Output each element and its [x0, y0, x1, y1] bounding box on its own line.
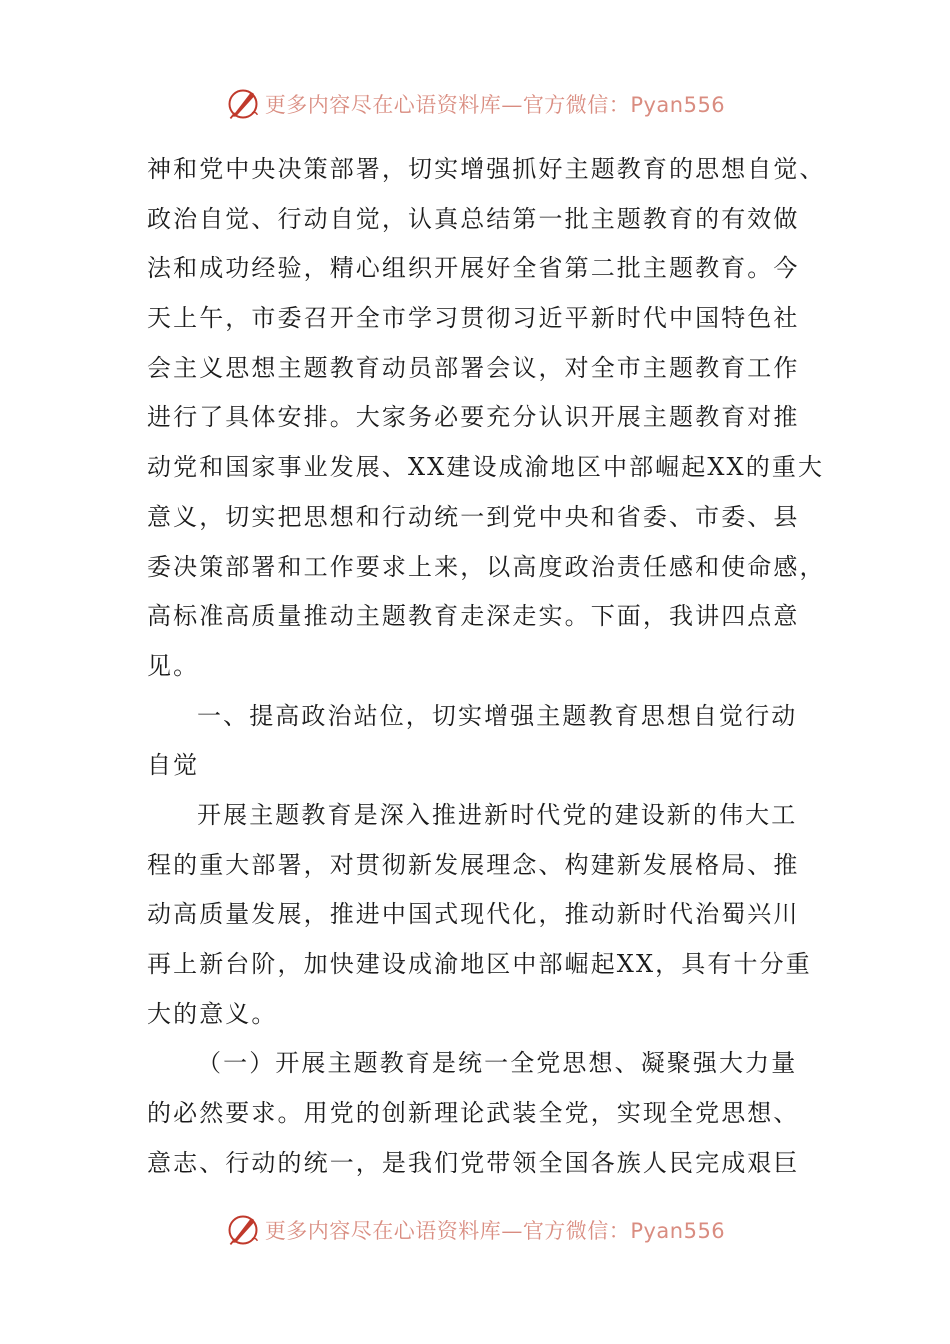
text-line: （一）开展主题教育是统一全党思想、凝聚强大力量 [197, 1049, 798, 1078]
text-line: 动党和国家事业发展、XX建设成渝地区中部崛起XX的重大 [147, 453, 825, 482]
banner-site-name: 更多内容尽在心语资料库 [264, 1219, 502, 1243]
banner-wechat-label: 官方微信： [522, 1219, 631, 1243]
text-line: 政治自觉、行动自觉，认真总结第一批主题教育的有效做 [147, 204, 800, 233]
text-line: 进行了具体安排。大家务必要充分认识开展主题教育对推 [147, 403, 800, 432]
text-line: 动高质量发展，推进中国式现代化，推动新时代治蜀兴川 [147, 900, 800, 929]
text-line: 意义，切实把思想和行动统一到党中央和省委、市委、县 [147, 502, 800, 531]
header-watermark-banner [0, 82, 950, 126]
banner-text [265, 89, 725, 119]
text-line: 天上午，市委召开全市学习贯彻习近平新时代中国特色社 [147, 304, 800, 333]
quill-pen-circle-icon [225, 1212, 261, 1248]
banner-dash: — [501, 1219, 523, 1243]
text-line: 开展主题教育是深入推进新时代党的建设新的伟大工 [197, 800, 798, 829]
banner-wechat-label: 官方微信： [522, 93, 631, 117]
quill-pen-circle-icon [225, 86, 261, 122]
text-line: 意志、行动的统一，是我们党带领全国各族人民完成艰巨 [147, 1148, 800, 1177]
banner-site-name: 更多内容尽在心语资料库 [264, 93, 502, 117]
text-line: 法和成功经验，精心组织开展好全省第二批主题教育。今 [147, 254, 800, 283]
text-line: 见。 [147, 651, 200, 680]
text-line: 自觉 [147, 751, 200, 780]
text-line: 会主义思想主题教育动员部署会议，对全市主题教育工作 [147, 353, 800, 382]
banner-dash: — [501, 93, 523, 117]
text-line: 大的意义。 [147, 999, 278, 1028]
text-line: 神和党中央决策部署，切实增强抓好主题教育的思想自觉、 [147, 155, 826, 183]
text-line: 委决策部署和工作要求上来，以高度政治责任感和使命感， [147, 552, 826, 581]
text-line: 一、提高政治站位，切实增强主题教育思想自觉行动 [197, 701, 798, 730]
footer-watermark-banner [0, 1208, 950, 1252]
text-line: 高标准高质量推动主题教育走深走实。下面，我讲四点意 [147, 602, 800, 631]
banner-wechat-id: Pyan556 [630, 1219, 726, 1243]
banner-text [265, 1215, 725, 1245]
text-line: 的必然要求。用党的创新理论武装全党，实现全党思想、 [147, 1099, 800, 1128]
banner-wechat-id: Pyan556 [630, 93, 726, 117]
text-line: 程的重大部署，对贯彻新发展理念、构建新发展格局、推 [147, 850, 800, 879]
document-body [147, 145, 826, 1188]
text-line: 再上新台阶，加快建设成渝地区中部崛起XX，具有十分重 [147, 950, 812, 978]
